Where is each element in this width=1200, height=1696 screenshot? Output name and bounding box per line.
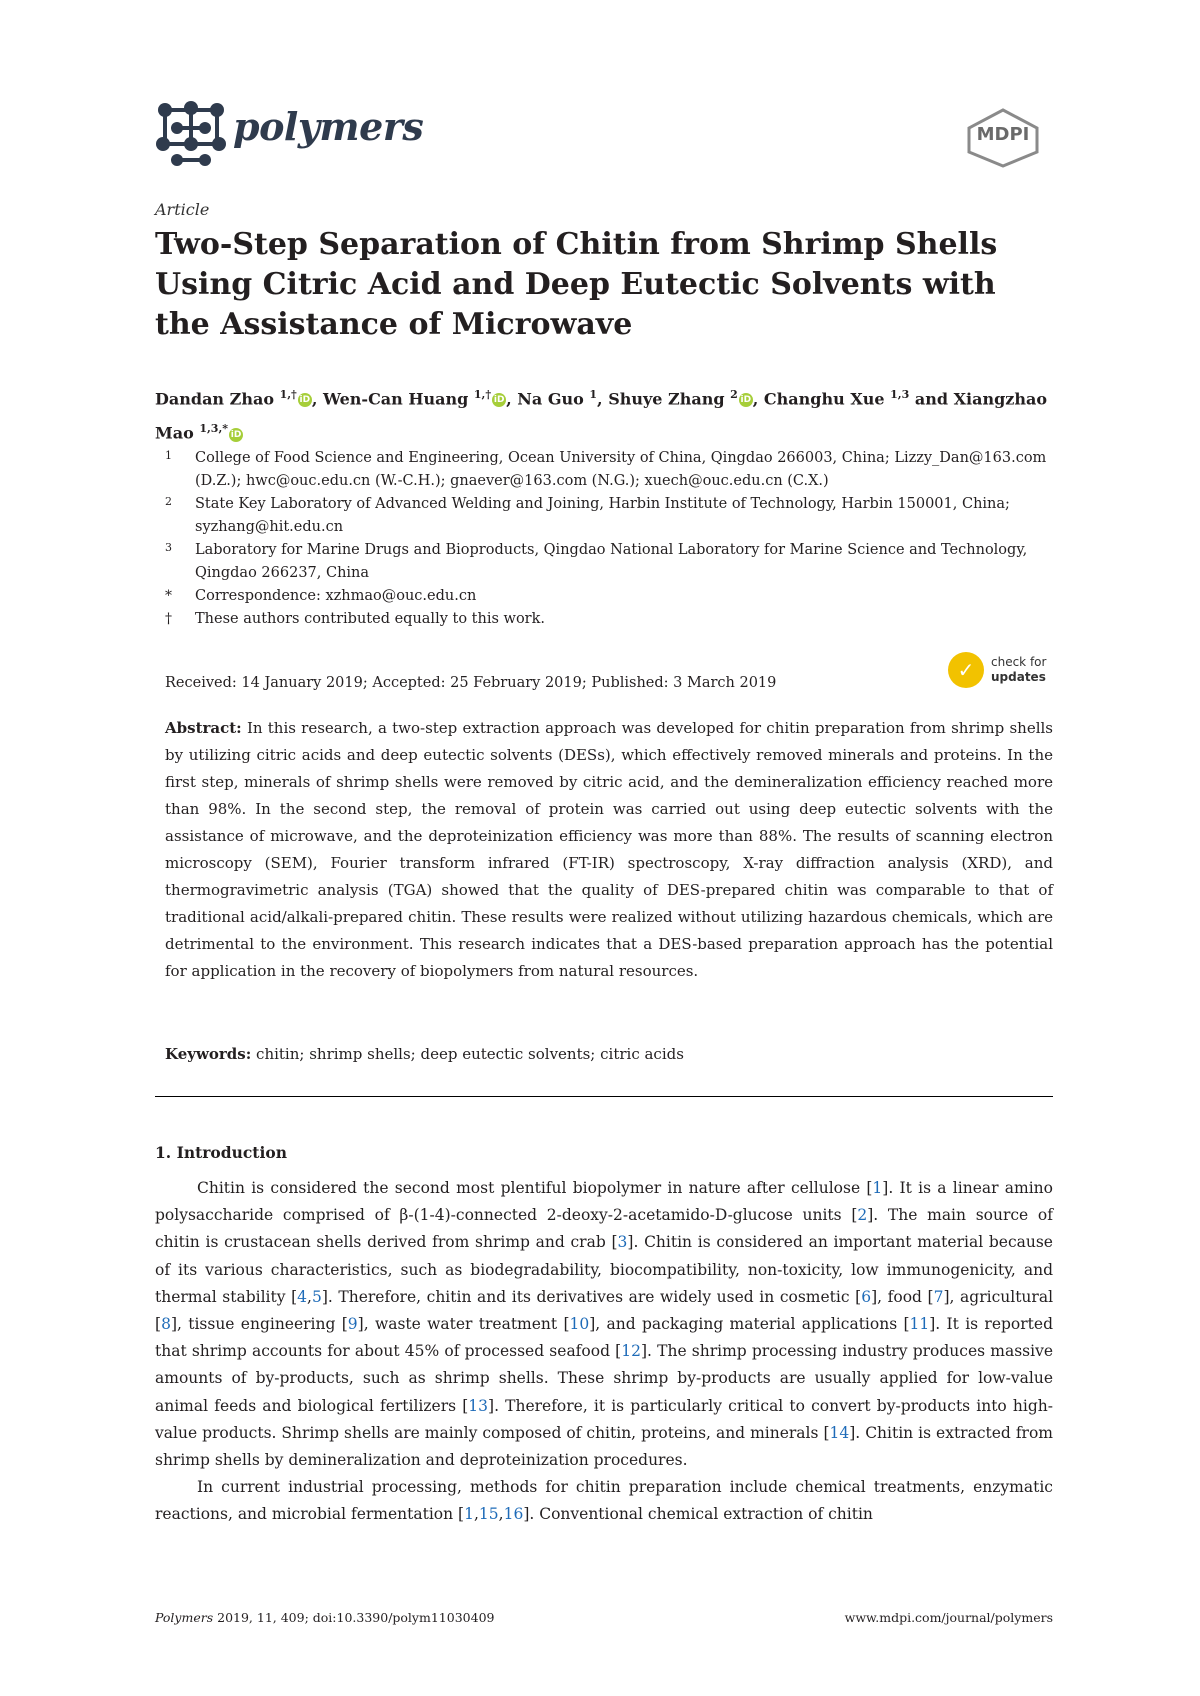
keywords-label: Keywords: (165, 1045, 252, 1063)
journal-header (155, 100, 455, 166)
citation-link[interactable]: 8 (161, 1315, 171, 1334)
check-updates-line2: updates (991, 670, 1046, 684)
article-title: Two-Step Separation of Chitin from Shrimp Shells Using Citric Acid and Deep Eutectic Solvents with the Assistance of Microwave (155, 227, 998, 342)
affiliations (165, 447, 1065, 631)
affiliation-item (165, 539, 1065, 585)
footer-journal: Polymers (155, 1610, 214, 1625)
affiliation-text: Correspondence: xzhmao@ouc.edu.cn (195, 588, 477, 604)
paragraph-text: , (307, 1287, 312, 1306)
affiliation-mark: † (165, 611, 172, 627)
citation-link[interactable]: 9 (347, 1315, 358, 1334)
affiliation-item (165, 585, 1065, 608)
author-affiliation-mark: 2 (730, 388, 738, 401)
author-name: Shuye Zhang (608, 389, 731, 409)
publisher-name: MDPI (976, 124, 1030, 145)
affiliation-item (165, 493, 1065, 539)
affiliation-text: State Key Laboratory of Advanced Welding and Joining, Harbin Institute of Technology, Harbin 150001, China; syzhang@hit.edu.cn (195, 496, 1010, 535)
paragraph-text: ], tissue engineering [ (170, 1315, 348, 1334)
paragraph-text: In current industrial processing, methods for chitin preparation include chemical treatments, enzymatic reactions, and microbial fermentation [ (155, 1478, 1053, 1524)
citation-link[interactable]: 2 (857, 1206, 868, 1225)
citation-link[interactable]: 16 (503, 1505, 524, 1524)
paragraph-text: ]. Conventional chemical extraction of chitin (523, 1505, 873, 1524)
citation-link[interactable]: 5 (311, 1287, 322, 1306)
paragraph-text: , (498, 1505, 504, 1524)
paragraph-text: Chitin is considered the second most plentiful biopolymer in nature after cellulose [ (197, 1179, 873, 1197)
author-affiliation-mark: 1,† (473, 388, 492, 401)
author-separator: , (311, 389, 323, 409)
checkmark-icon: ✓ (957, 658, 975, 682)
abstract (165, 715, 1053, 985)
introduction-body (155, 1175, 1053, 1529)
keywords (165, 1045, 1053, 1063)
affiliation-text: College of Food Science and Engineering, Ocean University of China, Qingdao 266003, China; Lizzy_Dan@163.com (D.Z.); hwc@ouc.edu.cn (W.-C.H.); gnaever@163.com (N.G.); xuech@ouc.edu.cn (C.X.) (195, 450, 1047, 489)
paragraph-text: ]. Therefore, it is particularly critical to convert by-products into high-value products. Shrimp shells are mainly composed of chitin, proteins, and minerals [ (155, 1396, 1053, 1442)
paragraph-text: , (473, 1505, 479, 1524)
paragraph-text: ], waste water treatment [ (357, 1315, 570, 1334)
orcid-icon[interactable]: iD (230, 429, 242, 440)
paragraph-text: ], food [ (871, 1287, 934, 1306)
paragraph-text: ]. Chitin is extracted from shrimp shells by demineralization and deproteinization procedures. (155, 1423, 1053, 1470)
author-name: Na Guo (517, 389, 590, 409)
affiliation-mark: 2 (165, 495, 172, 508)
affiliation-text: Laboratory for Marine Drugs and Bioproducts, Qingdao National Laboratory for Marine Science and Technology, Qingdao 266237, China (195, 542, 1028, 581)
check-updates-line1: check for (991, 655, 1047, 669)
affiliation-item (165, 608, 1065, 631)
orcid-icon[interactable]: iD (740, 395, 752, 406)
citation-link[interactable]: 10 (569, 1315, 590, 1334)
publisher-logo (965, 108, 1041, 168)
author-name: Dandan Zhao (155, 389, 280, 409)
footer-url[interactable]: www.mdpi.com/journal/polymers (844, 1610, 1053, 1625)
paragraph-text: ]. It is reported that shrimp accounts for about 45% of processed seafood [ (155, 1315, 1053, 1361)
orcid-icon[interactable]: iD (493, 395, 505, 406)
affiliation-item (165, 447, 1065, 493)
paragraph-text: ]. It is a linear amino polysaccharide comprised of β-(1-4)-connected 2-deoxy-2-acetamido-D-glucose units [ (155, 1179, 1053, 1225)
author-separator: , (752, 389, 764, 409)
author-affiliation-mark: 1,3,* (199, 422, 229, 436)
author-list (155, 380, 1055, 449)
body-paragraph (155, 1474, 1053, 1528)
author-separator: , (597, 389, 609, 409)
journal-name: polymers (233, 104, 424, 149)
polymers-logo-icon (155, 100, 227, 170)
citation-link[interactable]: 6 (861, 1287, 872, 1306)
paragraph-text: ]. Therefore, chitin and its derivatives are widely used in cosmetic [ (321, 1287, 862, 1306)
author-name: Xiangzhao Mao (155, 389, 1048, 443)
affiliation-mark: 1 (165, 449, 172, 462)
paragraph-text: ]. The shrimp processing industry produces massive amounts of by-products, such as shrimp shells. These shrimp by-products are usually applied for low-value animal feeds and biological fertilizers [ (155, 1342, 1054, 1415)
paragraph-text: ]. Chitin is considered an important material because of its various characteristics, such as biodegradability, biocompatibility, non-toxicity, low immunogenicity, and thermal stability [ (155, 1233, 1053, 1306)
affiliation-mark: * (165, 588, 172, 604)
paragraph-text: ]. The main source of chitin is crustacean shells derived from shrimp and crab [ (155, 1206, 1054, 1252)
affiliation-text: These authors contributed equally to this work. (195, 611, 545, 627)
keywords-text: chitin; shrimp shells; deep eutectic solvents; citric acids (256, 1045, 684, 1063)
check-for-updates-badge[interactable] (948, 652, 1098, 696)
citation-link[interactable]: 14 (829, 1423, 850, 1442)
citation-link[interactable]: 15 (478, 1505, 499, 1524)
author-name: Wen-Can Huang (322, 389, 474, 409)
affiliation-mark: 3 (165, 541, 172, 554)
author-separator: and (909, 389, 954, 409)
author-separator: , (506, 389, 518, 409)
body-paragraph (155, 1175, 1053, 1474)
citation-link[interactable]: 12 (621, 1342, 641, 1361)
abstract-label: Abstract: (165, 719, 242, 737)
footer-citation (155, 1610, 494, 1625)
author-name: Changhu Xue (763, 389, 891, 409)
author-affiliation-mark: 1 (589, 388, 598, 401)
abstract-text: In this research, a two-step extraction approach was developed for chitin preparation from shrimp shells by utilizing citric acids and deep eutectic solvents (DESs), which effectively removed minerals and proteins. In the first step, minerals of shrimp shells were removed by citric acid, and the demineralization efficiency reached more than 98%. In the second step, the removal of protein was carried out using deep eutectic solvents with the assistance of microwave, and the deproteinization efficiency was more than 88%. The results of scanning electron microscopy (SEM), Fourier transform infrared (FT-IR) spectroscopy, X-ray diffraction analysis (XRD), and thermogravimetric analysis (TGA) showed that the quality of DES-prepared chitin was comparable to that of traditional acid/alkali-prepared chitin. These results were realized without utilizing hazardous chemicals, which are detrimental to the environment. This research indicates that a DES-based preparation approach has the potential for application in the recovery of biopolymers from natural resources. (165, 719, 1053, 980)
section-heading: 1. Introduction (155, 1143, 287, 1162)
citation-link[interactable]: 11 (909, 1315, 930, 1334)
publication-dates: Received: 14 January 2019; Accepted: 25 February 2019; Published: 3 March 2019 (165, 675, 777, 691)
citation-link[interactable]: 7 (933, 1287, 944, 1306)
citation-link[interactable]: 4 (297, 1287, 308, 1306)
footer-citation-text: 2019, 11, 409; doi:10.3390/polym11030409 (213, 1610, 495, 1625)
orcid-icon[interactable]: iD (299, 395, 311, 406)
author-affiliation-mark: 1,† (279, 388, 297, 401)
citation-link[interactable]: 13 (468, 1396, 489, 1415)
paragraph-text: ], agricultural [ (155, 1287, 1054, 1334)
article-type: Article (155, 200, 210, 219)
author-affiliation-mark: 1,3 (890, 388, 910, 401)
paragraph-text: ], and packaging material applications [ (589, 1315, 910, 1334)
citation-link[interactable]: 1 (872, 1179, 883, 1197)
citation-link[interactable]: 1 (464, 1505, 474, 1524)
citation-link[interactable]: 3 (617, 1233, 628, 1252)
section-divider (155, 1096, 1053, 1097)
